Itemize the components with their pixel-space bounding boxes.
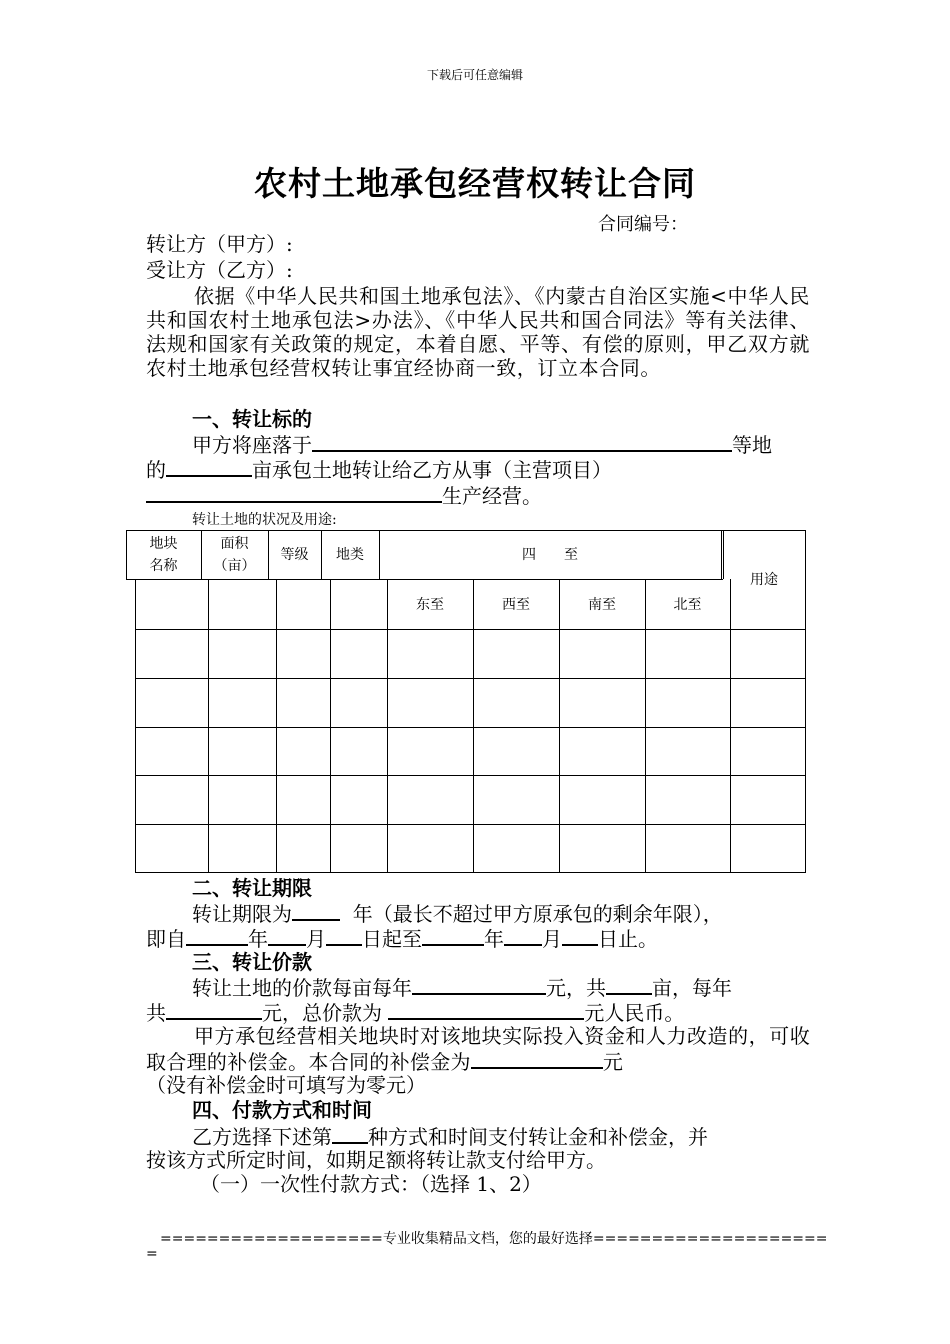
s1-line2-suffix: 亩承包土地转让给乙方从事（主营项目）: [252, 458, 612, 482]
s2-line2: [146, 925, 658, 951]
price-label: 转让土地的价款每亩每年: [192, 976, 412, 1000]
grand-total-blank[interactable]: [388, 999, 584, 1020]
s4-line2: 按该方式所定时间，如期足额将转让款支付给甲方。: [146, 1148, 606, 1172]
header-note: 下载后可任意编辑: [426, 68, 523, 82]
s1-line1-prefix: 甲方将座落于: [192, 433, 312, 457]
total-mu-blank[interactable]: [606, 974, 652, 995]
section2-heading: 二、转让期限: [192, 876, 312, 900]
method-label: 乙方选择下述第: [192, 1125, 332, 1149]
compensation-text: 甲方承包经营相关地块时对该地块实际投入资金和人力改造的，可收取合理的补偿金。本合同的补偿金为: [146, 1024, 810, 1074]
sub-north: 北至: [673, 597, 702, 613]
s3-line1: [192, 974, 732, 1000]
price-per-mu-blank[interactable]: [412, 974, 546, 995]
party-a-label: 转让方（甲方）:: [146, 232, 293, 256]
sub-west: 西至: [502, 597, 530, 613]
project-blank[interactable]: [146, 482, 442, 503]
document-title: 农村土地承包经营权转让合同: [254, 164, 696, 203]
method-number-blank[interactable]: [332, 1123, 368, 1144]
method-text: 种方式和时间支付转让金和补偿金，并: [368, 1125, 708, 1149]
month-label-2: 月: [542, 927, 562, 951]
section3-heading: 三、转让价款: [192, 950, 312, 974]
day-from-label: 日起至: [362, 927, 422, 951]
s2-term-label: 转让期限为: [192, 902, 292, 926]
contract-number-label: 合同编号：: [598, 214, 688, 235]
start-day-blank[interactable]: [326, 925, 362, 946]
rmb-label: 元人民币。: [584, 1001, 685, 1025]
grand-total-label: 元，总价款为: [262, 1001, 382, 1025]
per-year-label: 亩，每年: [652, 976, 732, 1000]
compensation-blank[interactable]: [471, 1048, 603, 1069]
start-month-blank[interactable]: [268, 925, 306, 946]
start-year-blank[interactable]: [186, 925, 248, 946]
annual-total-blank[interactable]: [166, 999, 262, 1020]
end-year-blank[interactable]: [422, 925, 484, 946]
s1-line1: [192, 431, 772, 457]
col-use: 用途: [750, 572, 778, 588]
s1-line3: [146, 482, 542, 508]
s4-line3: （一）一次性付款方式：（选择 1、2）: [200, 1172, 542, 1196]
s1-line3-suffix: 生产经营。: [442, 484, 542, 508]
section4-heading: 四、付款方式和时间: [192, 1098, 372, 1122]
col-grade: 等级: [280, 547, 309, 563]
year-label: 年: [248, 927, 268, 951]
area-blank[interactable]: [166, 456, 252, 477]
price-total-label: 元，共: [546, 976, 606, 1000]
s2-term-note: 年（最长不超过甲方原承包的剩余年限），: [352, 902, 723, 926]
year-label-2: 年: [484, 927, 504, 951]
day-to-label: 日止。: [598, 927, 658, 951]
s1-line1-suffix: 等地: [732, 433, 772, 457]
sub-south: 南至: [588, 597, 616, 613]
footer-tail: =: [146, 1246, 158, 1262]
end-month-blank[interactable]: [504, 925, 542, 946]
location-blank[interactable]: [312, 431, 732, 452]
compensation-paragraph: [146, 1024, 810, 1074]
compensation-note: （没有补偿金时可填写为零元）: [146, 1073, 426, 1097]
annual-total-label: 共: [146, 1001, 166, 1025]
s1-line2: [146, 456, 612, 482]
section1-heading: 一、转让标的: [192, 407, 312, 431]
s4-line1: [192, 1123, 708, 1149]
s2-from-label: 即自: [146, 927, 186, 951]
intro-paragraph: 依据《中华人民共和国土地承包法》、《内蒙古自治区实施<中华人民共和国农村土地承包法>办法》、《中华人民共和国合同法》等有关法律、法规和国家有关政策的规定，本着自愿、平等、有偿的原则，甲乙双方就农村土地承包经营权转让事宜经协商一致，订立本合同。: [146, 284, 810, 380]
table-caption: 转让土地的状况及用途:: [192, 512, 337, 528]
sub-east: 东至: [416, 597, 444, 613]
s1-line2-prefix: 的: [146, 458, 166, 482]
s2-line1: [192, 900, 723, 926]
month-label: 月: [306, 927, 326, 951]
party-b-label: 受让方（乙方）:: [146, 258, 293, 282]
col-boundaries: 四 至: [522, 547, 578, 563]
yuan-label: 元: [602, 1050, 624, 1074]
col-land-type: 地类: [336, 547, 364, 563]
term-years-blank[interactable]: [292, 900, 340, 921]
footer-banner: ===================专业收集精品文档，您的最好选择====================: [160, 1231, 828, 1247]
col-plot-name: 地块 名称: [149, 536, 178, 574]
s3-line2: [146, 999, 684, 1025]
end-day-blank[interactable]: [562, 925, 598, 946]
col-area: 面积 （亩）: [213, 536, 256, 574]
